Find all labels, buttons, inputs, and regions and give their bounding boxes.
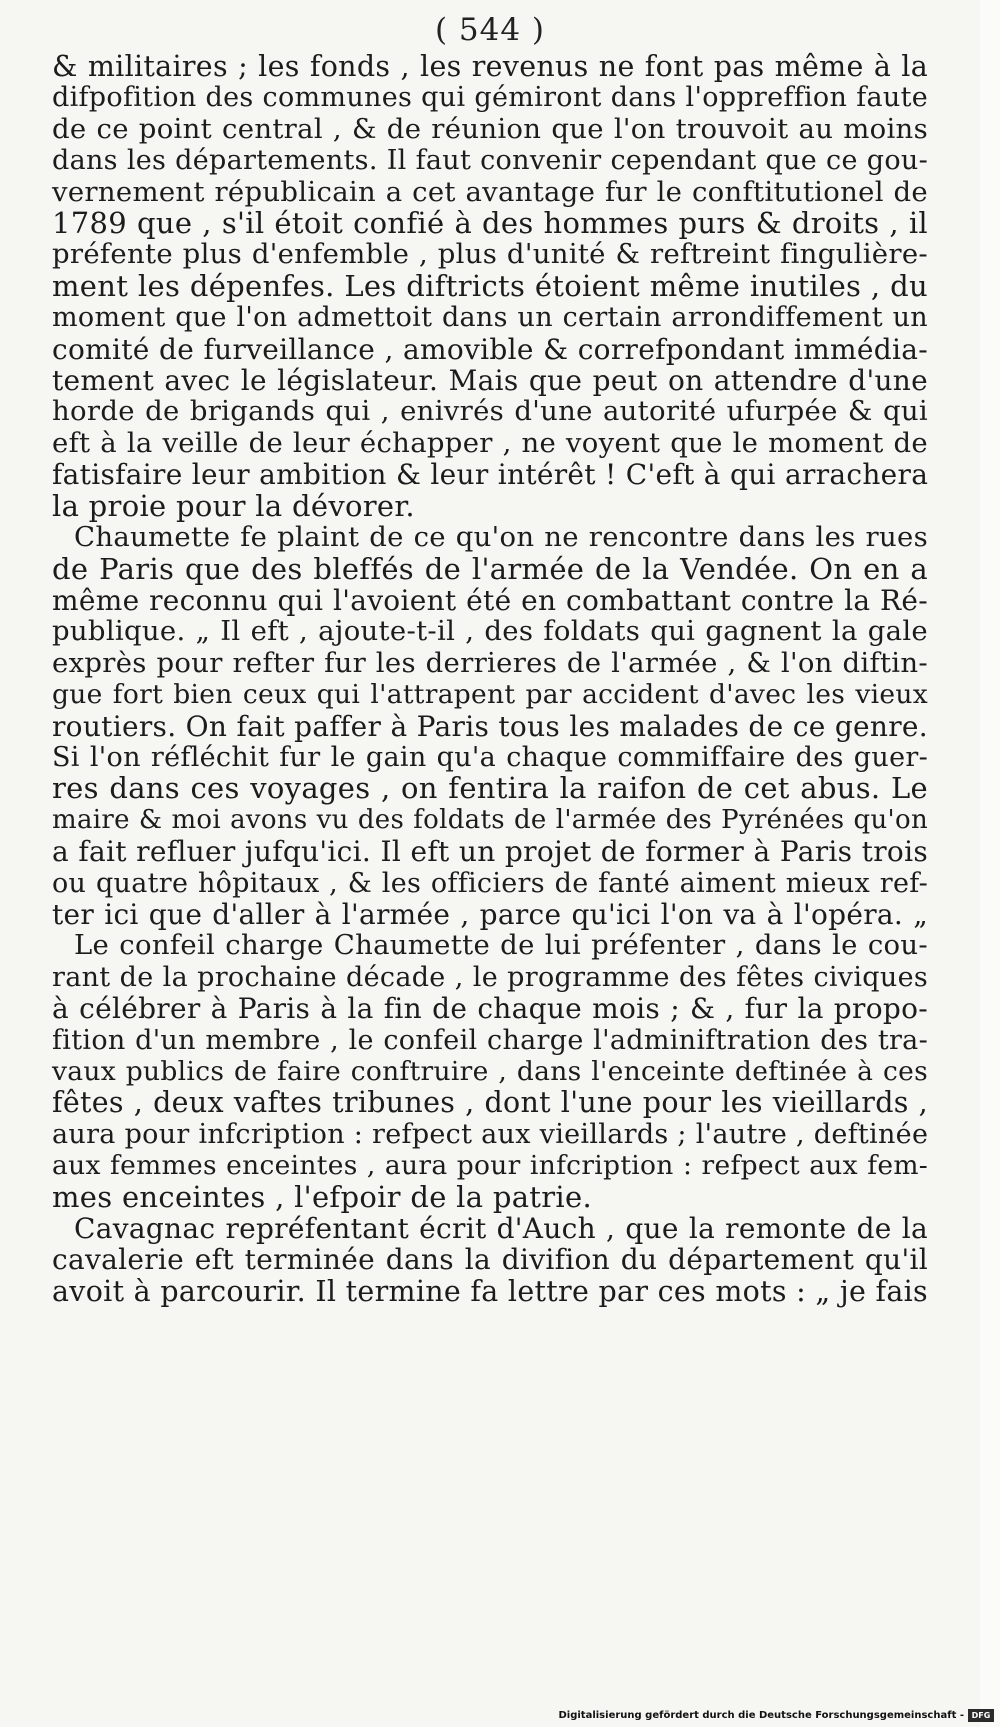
text-line: aura pour infcription : refpect aux vieillards ; l'autre , deftinée [52, 1118, 929, 1150]
text-line: vernement républicain a cet avantage fur le conftitutionel de [52, 175, 928, 208]
text-line: res dans ces voyages , on fentira la raifon de cet abus. Le [52, 771, 928, 806]
text-line: Si l'on réfléchit fur le gain qu'a chaque commiffaire des guer- [52, 741, 928, 773]
text-line: rant de la prochaine décade , le programme des fêtes civiques [52, 961, 928, 993]
text-line: exprès pour refter fur les derrieres de l'armée , & l'on diftin- [52, 646, 928, 679]
dfg-logo-icon: DFG [968, 1709, 994, 1722]
text-line: a fait refluer jufqu'ici. Il eft un projet de former à Paris trois [52, 835, 928, 869]
text-line: Chaumette fe plaint de ce qu'on ne rencontre dans les rues [74, 521, 928, 554]
body-text [52, 51, 928, 1307]
text-line: à célébrer à Paris à la fin de chaque mois ; & , fur la propo- [52, 992, 928, 1026]
text-line: de Paris que des bleffés de l'armée de la Vendée. On en a [52, 551, 928, 586]
text-line: eft à la veille de leur échapper , ne voyent que le moment de [52, 426, 928, 459]
text-line: ou quatre hôpitaux , & les officiers de fanté aiment mieux ref- [52, 867, 928, 899]
text-line: Le confeil charge Chaumette de lui préfenter , dans le cou- [74, 929, 928, 962]
page-number: ( 544 ) [434, 12, 546, 48]
text-line: 1789 que , s'il étoit confié à des hommes purs & droits , il [52, 206, 928, 241]
text-line: difpofition des communes qui gémiront dans l'oppreffion faute [52, 82, 928, 114]
text-line: maire & moi avons vu des foldats de l'armée des Pyrénées qu'on [52, 804, 928, 835]
text-line: comité de furveillance , amovible & correfpondant immédia- [52, 332, 928, 366]
text-line: Cavagnac repréfentant écrit d'Auch , que la remonte de la [74, 1212, 928, 1246]
text-line: tement avec le législateur. Mais que peut on attendre d'une [52, 364, 928, 398]
text-line: fition d'un membre , le confeil charge l'adminiftration des tra- [52, 1024, 928, 1056]
text-line: dans les départements. Il faut convenir cependant que ce gou- [52, 145, 928, 177]
text-line: fatisfaire leur ambition & leur intérêt ! C'eft à qui arrachera [52, 458, 929, 492]
text-line: horde de brigands qui , enivrés d'une autorité ufurpée & qui [52, 395, 928, 428]
text-line: publique. „ Il eft , ajoute-t-il , des foldats qui gagnent la gale [52, 615, 928, 648]
text-line: de ce point central , & de réunion que l'on trouvoit au moins [52, 112, 928, 145]
text-line: & militaires ; les fonds , les revenus ne font pas même à la [52, 50, 928, 83]
text-line: ter ici que d'aller à l'armée , parce qu'ici l'on va à l'opéra. „ [52, 897, 928, 931]
text-line: gue fort bien ceux qui l'attrapent par accident d'avec les vieux [52, 679, 928, 711]
text-line: ment les dépenfes. Les diftricts étoient même inutiles , du [52, 268, 928, 303]
text-line: aux femmes enceintes , aura pour infcription : refpect aux fem- [52, 1150, 928, 1182]
text-line: fêtes , deux vaftes tribunes , dont l'une pour les vieillards , [52, 1086, 928, 1120]
text-line: même reconnu qui l'avoient été en combattant contre la Ré- [52, 583, 928, 617]
digitization-credit: Digitalisierung gefördert durch die Deutsche Forschungsgemeinschaft - [558, 1710, 964, 1721]
text-line: avoit à parcourir. Il termine fa lettre par ces mots : „ je fais [52, 1274, 928, 1308]
text-line: mes enceintes , l'efpoir de la patrie. [52, 1179, 592, 1214]
text-line: cavalerie eft terminée dans la divifion du département qu'il [52, 1243, 928, 1277]
text-line: la proie pour la dévorer. [52, 488, 415, 523]
text-line: routiers. On fait paffer à Paris tous les malades de ce genre. [52, 709, 928, 743]
text-line: préfente plus d'enfemble , plus d'unité & reftreint fingulière- [52, 238, 928, 271]
text-line: vaux publics de faire conftruire , dans l'enceinte deftinée à ces [52, 1056, 928, 1087]
text-line: moment que l'on admettoit dans un certain arrondiffement un [52, 302, 928, 334]
